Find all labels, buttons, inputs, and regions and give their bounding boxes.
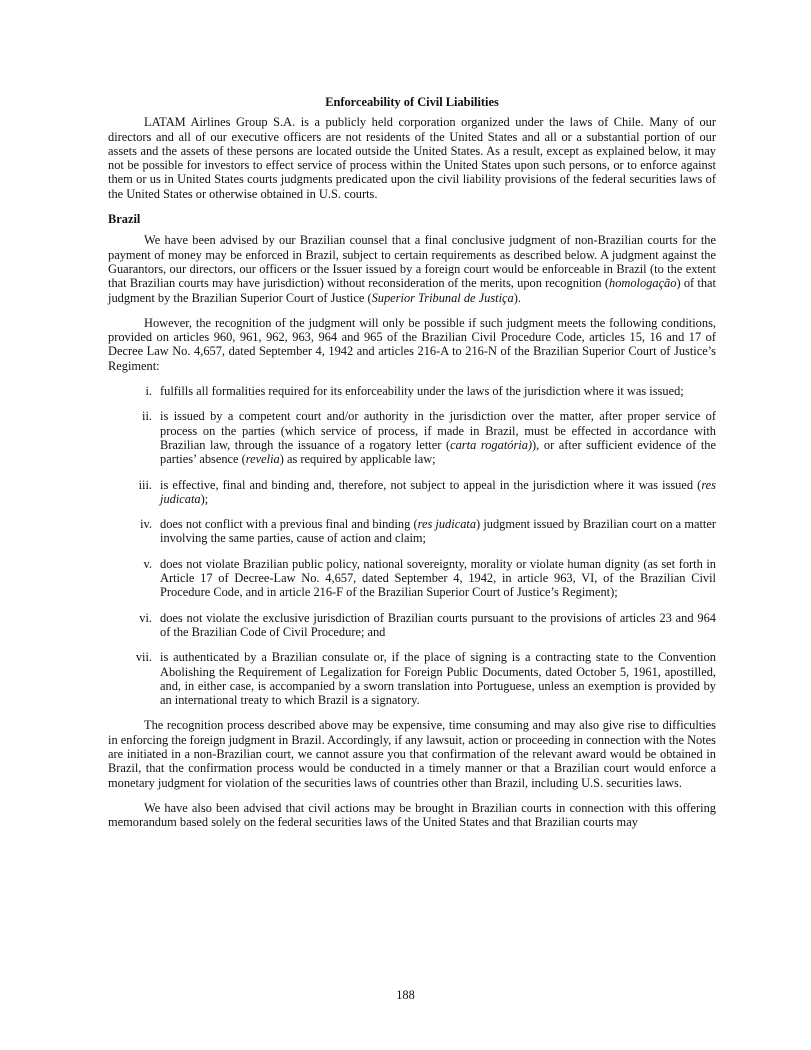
list-item-number: v. — [143, 556, 152, 571]
page-title: Enforceability of Civil Liabilities — [325, 95, 499, 109]
list-item-text: does not violate the exclusive jurisdiction of Brazilian courts pursuant to the provisions of articles 23 and 964 of the Brazilian Code of Civil Procedure; and — [160, 610, 716, 639]
brazil-paragraph-3: The recognition process described above may be expensive, time consuming and may also give rise to difficulties in enforcing the foreign judgment in Brazil. Accordingly, if any lawsuit, action or proceeding in connection with the Notes are initiated in a non-Brazilian court, we cannot assure you that confirmation of the relevant award would be obtained in Brazil, that the confirmation process would be conducted in a timely manner or that a Brazilian court would enforce a monetary judgment for violation of the securities laws of countries other than Brazil, including U.S. securities laws. — [108, 718, 716, 790]
list-item-number: ii. — [142, 409, 152, 424]
conditions-list — [108, 384, 716, 707]
intro-paragraph: LATAM Airlines Group S.A. is a publicly held corporation organized under the laws of Chile. Many of our directors and all of our executive officers are not residents of the United States and all or a substantial portion of our assets and the assets of these persons are located outside the United States. As a result, except as explained below, it may not be possible for investors to effect service of process within the United States upon such persons, or to enforce against them or us in United States courts judgments predicated upon the civil liability provisions of the federal securities laws of the United States or otherwise obtained in U.S. courts. — [108, 115, 716, 201]
list-item — [108, 557, 716, 600]
list-item-text: does not conflict with a previous final and binding (res judicata) judgment issued by Brazilian court on a matter involving the same parties, cause of action and claim; — [160, 517, 716, 546]
list-item-number: vii. — [135, 650, 152, 665]
brazil-paragraph-4: We have also been advised that civil actions may be brought in Brazilian courts in connection with this offering memorandum based solely on the federal securities laws of the United States and that Brazilian courts may — [108, 800, 716, 830]
list-item-number: vi. — [139, 610, 152, 625]
list-item — [108, 384, 716, 398]
list-item — [108, 650, 716, 707]
list-item — [108, 517, 716, 546]
page-number: 188 — [396, 988, 415, 1002]
list-item-number: i. — [145, 384, 152, 399]
list-item-text: is effective, final and binding and, therefore, not subject to appeal in the jurisdiction where it was issued (res judicata); — [160, 477, 716, 506]
list-item-text: is authenticated by a Brazilian consulate or, if the place of signing is a contracting state to the Convention Abolishing the Requirement of Legalization for Foreign Public Documents, dated October 5, 1961, apostilled, and, in either case, is accompanied by a sworn translation into Portuguese, unless an exemption is provided by an international treaty to which Brazil is a signatory. — [160, 650, 716, 708]
list-item-number: iii. — [138, 477, 152, 492]
brazil-paragraph-2: However, the recognition of the judgment will only be possible if such judgment meets the following conditions, provided on articles 960, 961, 962, 963, 964 and 965 of the Brazilian Civil Procedure Code, articles 15, 16 and 17 of Decree Law No. 4,657, dated September 4, 1942 and articles 216-A to 216-N of the Brazilian Superior Court of Justice’s Regiment: — [108, 315, 716, 373]
list-item-text: does not violate Brazilian public policy, national sovereignty, morality or violate human dignity (as set forth in Article 17 of Decree-Law No. 4,657, dated September 4, 1942, in article 963, VI, of the Brazilian Civil Procedure Code, and in article 216-F of the Brazilian Superior Court of Justice’s Regiment); — [160, 556, 716, 600]
list-item-number: iv. — [140, 517, 152, 532]
list-item-text: is issued by a competent court and/or authority in the jurisdiction over the matter, after proper service of process on the parties (which service of process, if made in Brazil, must be effected in accordance with Brazilian law, through the issuance of a rogatory letter (carta rogatória)), or after sufficient evidence of the parties’ absence (revelia) as required by applicable law; — [160, 409, 716, 467]
section-heading-brazil: Brazil — [108, 212, 141, 227]
brazil-paragraph-1: We have been advised by our Brazilian counsel that a final conclusive judgment of non-Brazilian courts for the payment of money may be enforced in Brazil, subject to certain requirements as described below. A judgment against the Guarantors, our directors, our officers or the Issuer issued by a foreign court would be enforceable in Brazil (to the extent that Brazilian courts may have jurisdiction) without reconsideration of the merits, upon recognition (homologação) of that judgment by the Brazilian Superior Court of Justice (Superior Tribunal de Justiça). — [108, 233, 716, 305]
list-item — [108, 409, 716, 466]
document-page — [108, 95, 716, 829]
list-item-text: fulfills all formalities required for its enforceability under the laws of the jurisdiction where it was issued; — [160, 384, 684, 399]
list-item — [108, 611, 716, 640]
list-item — [108, 478, 716, 507]
